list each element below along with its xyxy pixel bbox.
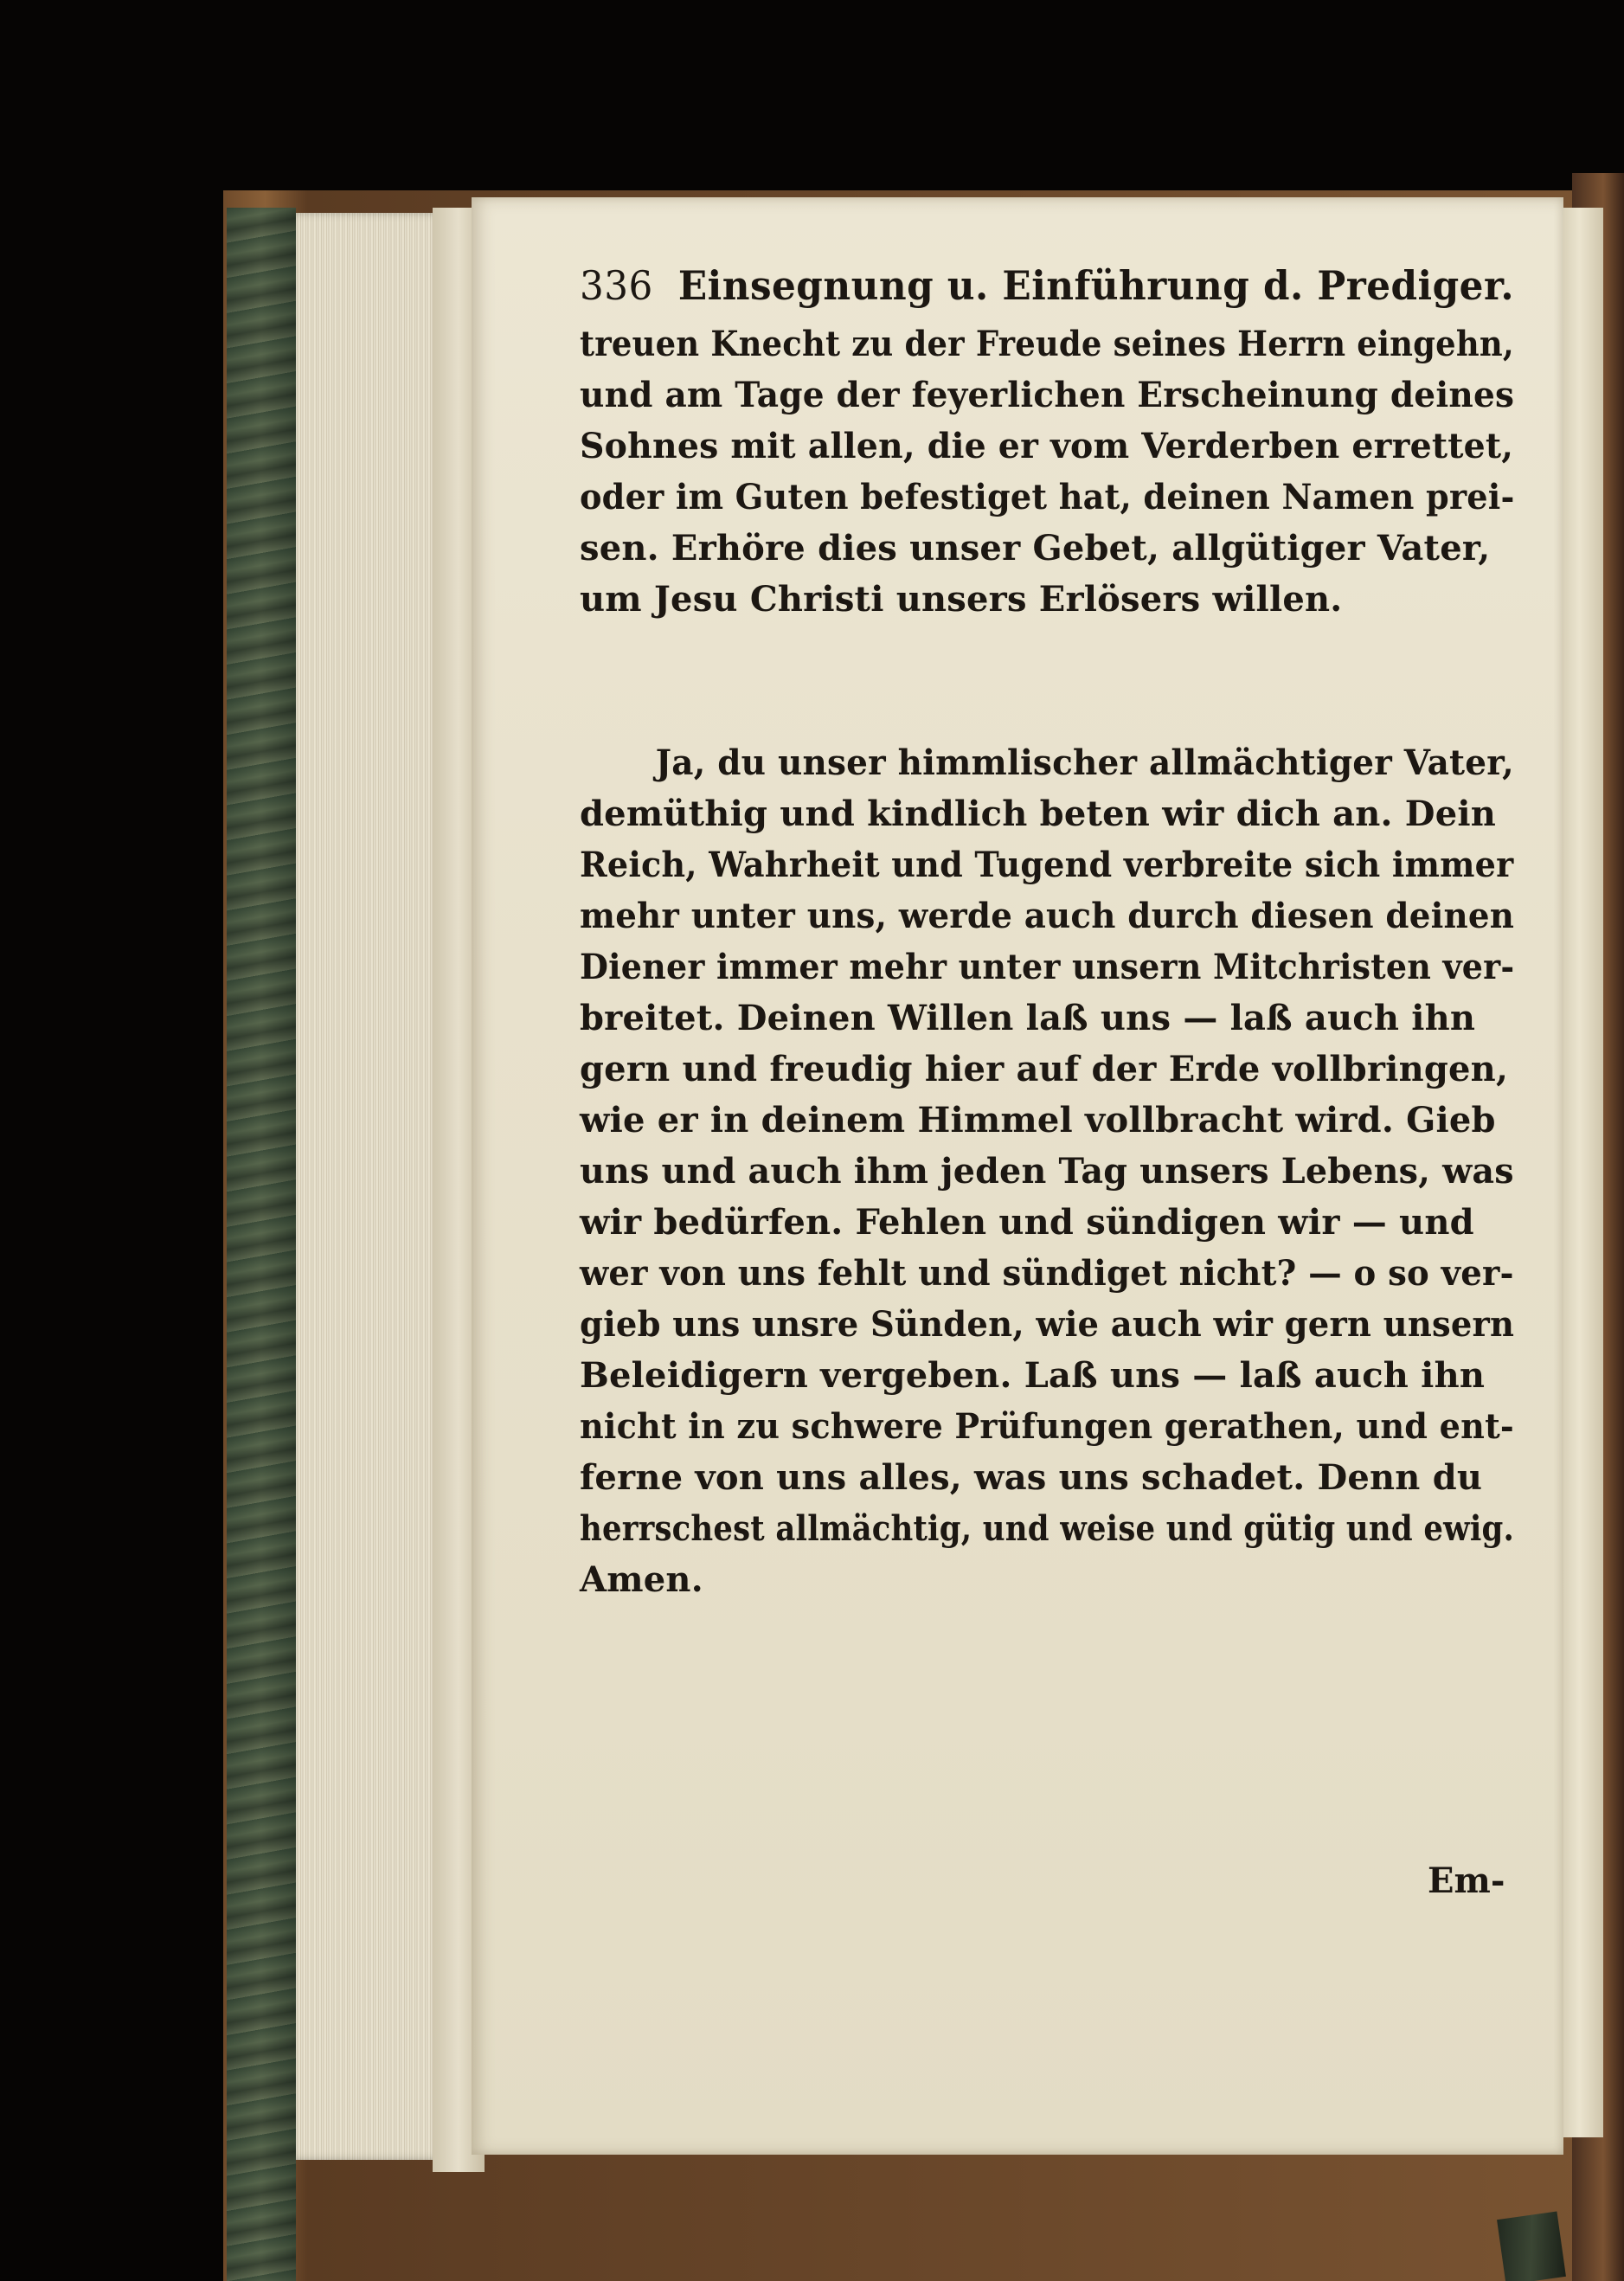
paragraph-1 <box>580 318 1514 625</box>
running-head-title: Einsegnung u. Einführung d. Prediger. <box>677 262 1515 309</box>
catchword: Em- <box>1428 1860 1505 1901</box>
text-line: wer von uns fehlt und sündiget nicht? — o so ver- <box>580 1253 1514 1294</box>
text-line: herrschest allmächtig, und weise und gütig und ewig. <box>580 1508 1515 1549</box>
text-line: wir bedürfen. Fehlen und sündigen wir — und <box>580 1202 1474 1243</box>
running-head <box>580 260 1515 312</box>
paragraph-gap <box>580 625 1514 737</box>
facing-page-edge <box>1563 208 1603 2137</box>
text-line: uns und auch ihm jeden Tag unsers Lebens, was <box>580 1151 1514 1192</box>
marbled-board-edge <box>227 208 296 2281</box>
text-line: Beleidigern vergeben. Laß uns — laß auch ihn <box>580 1355 1486 1396</box>
page-number: 336 <box>580 262 653 309</box>
text-line: Reich, Wahrheit und Tugend verbreite sich immer <box>580 845 1514 885</box>
text-line: und am Tage der feyerlichen Erscheinung deines <box>580 375 1515 415</box>
text-line: ferne von uns alles, was uns schadet. Denn du <box>580 1457 1483 1498</box>
text-line: Diener immer mehr unter unsern Mitchristen ver- <box>580 947 1515 987</box>
text-line: Amen. <box>580 1559 703 1600</box>
text-line: um Jesu Christi unsers Erlösers willen. <box>580 579 1343 620</box>
text-line: wie er in deinem Himmel vollbracht wird. Gieb <box>580 1100 1496 1140</box>
page-text <box>580 260 1514 1605</box>
text-line: Sohnes mit allen, die er vom Verderben errettet, <box>580 426 1514 466</box>
text-line: sen. Erhöre dies unser Gebet, allgütiger Vater, <box>580 528 1491 569</box>
text-line: mehr unter uns, werde auch durch diesen deinen <box>580 896 1515 936</box>
text-line: nicht in zu schwere Prüfungen gerathen, und ent- <box>580 1406 1514 1447</box>
text-line: breitet. Deinen Willen laß uns — laß auch ihn <box>580 998 1476 1038</box>
text-line: Ja, du unser himmlischer allmächtiger Vater, <box>655 742 1514 783</box>
text-line: gern und freudig hier auf der Erde vollbringen, <box>580 1049 1509 1089</box>
text-line: oder im Guten befestiget hat, deinen Namen prei- <box>580 477 1515 517</box>
text-line: demüthig und kindlich beten wir dich an. Dein <box>580 794 1497 834</box>
text-line: treuen Knecht zu der Freude seines Herrn eingehn, <box>580 324 1514 364</box>
text-line: gieb uns unsre Sünden, wie auch wir gern unsern <box>580 1304 1515 1345</box>
paragraph-2 <box>580 737 1514 1605</box>
ribbon-bookmark <box>1497 2211 1566 2281</box>
